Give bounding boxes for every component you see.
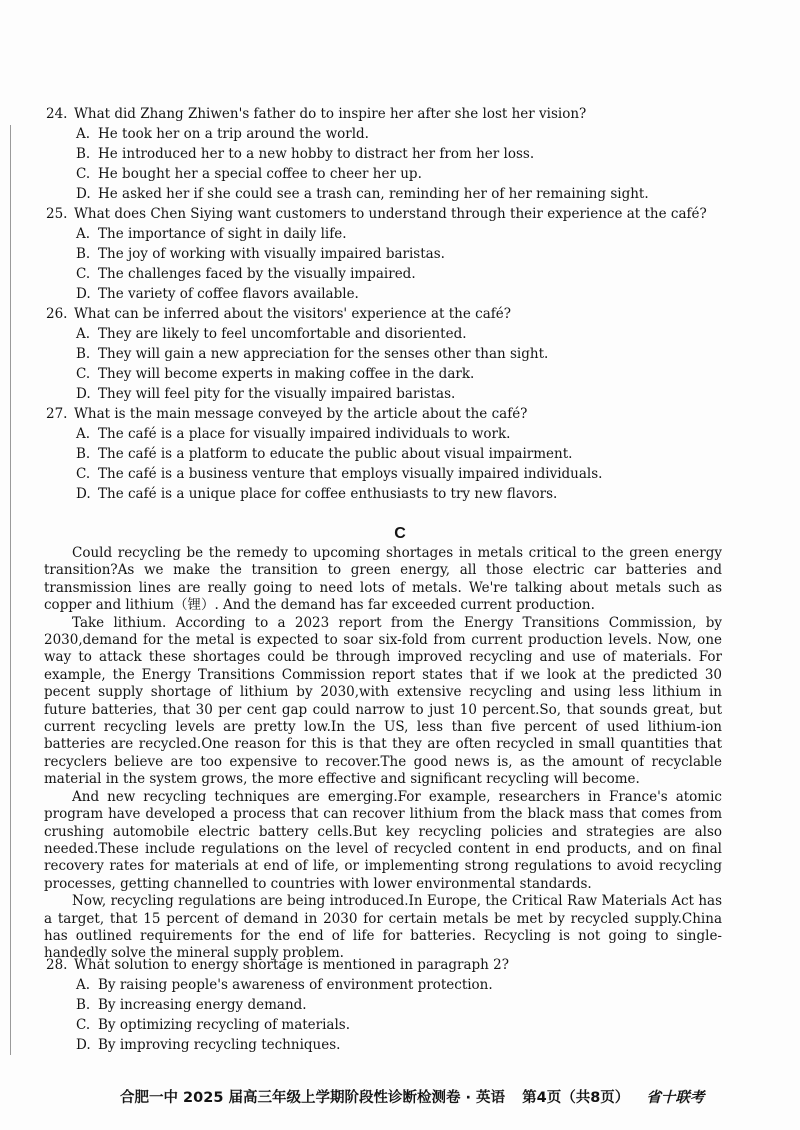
option-letter: A.: [76, 126, 91, 142]
option-text: They will become experts in making coffee in the dark.: [98, 366, 475, 382]
binding-margin-line: [10, 125, 11, 1055]
option-letter: D.: [76, 1037, 91, 1053]
answer-option: [46, 124, 746, 144]
option-text: By increasing energy demand.: [98, 997, 307, 1013]
question-block: [46, 404, 746, 504]
answer-option: [46, 464, 746, 484]
option-text: The café is a place for visually impaired individuals to work.: [98, 426, 511, 442]
option-text: They will feel pity for the visually impaired baristas.: [98, 386, 456, 402]
answer-option: [46, 384, 746, 404]
option-letter: D.: [76, 286, 91, 302]
answer-option: [46, 1015, 746, 1035]
passage-paragraph-1: Could recycling be the remedy to upcoming shortages in metals critical to the green energy transition?As we make the transition to green energy, all those electric car batteries and transmission lines are really going to need lots of metals. We're talking about metals such as copper and lithium（锂）. And the demand has far exceeded current production.: [44, 545, 722, 614]
question-block: [46, 104, 746, 204]
option-letter: B.: [76, 446, 91, 462]
question-28: [46, 955, 746, 1055]
answer-option: [46, 244, 746, 264]
question-text: What is the main message conveyed by the article about the café?: [74, 406, 528, 422]
question-text: What can be inferred about the visitors' experience at the café?: [74, 306, 511, 322]
question-number: 24.: [46, 106, 68, 122]
question-block: [46, 304, 746, 404]
reading-passage: [44, 545, 722, 963]
option-letter: A.: [76, 977, 91, 993]
question-number: 27.: [46, 406, 68, 422]
answer-option: [46, 164, 746, 184]
option-letter: B.: [76, 246, 91, 262]
option-text: The café is a platform to educate the public about visual impairment.: [98, 446, 573, 462]
question-text: What solution to energy shortage is mentioned in paragraph 2?: [74, 957, 509, 973]
page-footer: [120, 1086, 740, 1107]
answer-option: [46, 424, 746, 444]
passage-paragraph-4: Now, recycling regulations are being introduced.In Europe, the Critical Raw Materials Act has a target, that 15 percent of demand in 2030 for certain metals be met by recycled supply.China has outlined requirements for the end of life for batteries. Recycling is not going to single-handedly solve the mineral supply problem.: [44, 893, 722, 962]
question-text: What did Zhang Zhiwen's father do to inspire her after she lost her vision?: [74, 106, 587, 122]
option-letter: A.: [76, 326, 91, 342]
answer-option: [46, 975, 746, 995]
answer-option: [46, 444, 746, 464]
option-text: They are likely to feel uncomfortable and disoriented.: [98, 326, 467, 342]
question-block: [46, 955, 746, 1055]
answer-option: [46, 484, 746, 504]
option-text: The challenges faced by the visually impaired.: [98, 266, 416, 282]
option-letter: B.: [76, 997, 91, 1013]
option-text: He introduced her to a new hobby to distract her from her loss.: [98, 146, 535, 162]
answer-option: [46, 1035, 746, 1055]
answer-option: [46, 324, 746, 344]
question-number: 28.: [46, 957, 68, 973]
passage-paragraph-2: Take lithium. According to a 2023 report from the Energy Transitions Commission, by 2030,demand for the metal is expected to soar six-fold from current production levels. Now, one way to attack these shortages could be through improved recycling and use of materials. For example, the Energy Transitions Commission report states that if we look at the predicted 30 pecent supply shortage of lithium by 2030,with extensive recycling and using less lithium in future batteries, that 30 per cent gap could narrow to just 10 percent.So, that sounds great, but current recycling levels are pretty low.In the US, less than five percent of used lithium-ion batteries are recycled.One reason for this is that they are often recycled in small quantities that recyclers believe are too expensive to recover.The good news is, as the amount of recyclable material in the system grows, the more effective and significant recycling will become.: [44, 614, 722, 788]
exam-title: 合肥一中 2025 届高三年级上学期阶段性诊断检测卷 · 英语: [120, 1090, 506, 1106]
option-text: He asked her if she could see a trash can, reminding her of her remaining sight.: [98, 186, 649, 202]
option-text: By optimizing recycling of materials.: [98, 1017, 351, 1033]
page-number: 第4页（共8页）: [522, 1090, 630, 1106]
question-stem: [46, 404, 746, 424]
option-letter: C.: [76, 166, 91, 182]
passage-paragraph-3: And new recycling techniques are emerging.For example, researchers in France's atomic program have developed a process that can recover lithium from the black mass that comes from crushing automobile electric battery cells.But key recycling policies and strategies are also needed.These include regulations on the level of recycled content in end products, and on final recovery rates for materials at end of life, or implementing strong regulations to avoid recycling processes, getting channelled to countries with lower environmental standards.: [44, 788, 722, 892]
question-stem: [46, 304, 746, 324]
option-letter: C.: [76, 266, 91, 282]
option-letter: A.: [76, 426, 91, 442]
question-number: 26.: [46, 306, 68, 322]
option-letter: D.: [76, 186, 91, 202]
option-text: By improving recycling techniques.: [98, 1037, 341, 1053]
option-letter: C.: [76, 1017, 91, 1033]
option-text: The joy of working with visually impaired baristas.: [98, 246, 445, 262]
question-block: [46, 204, 746, 304]
answer-option: [46, 344, 746, 364]
option-text: By raising people's awareness of environment protection.: [98, 977, 493, 993]
option-text: The café is a unique place for coffee enthusiasts to try new flavors.: [98, 486, 558, 502]
answer-option: [46, 284, 746, 304]
question-number: 25.: [46, 206, 68, 222]
answer-option: [46, 364, 746, 384]
option-letter: C.: [76, 466, 91, 482]
exam-brand: 省十联考: [646, 1090, 705, 1106]
option-letter: D.: [76, 486, 91, 502]
answer-option: [46, 224, 746, 244]
option-text: He bought her a special coffee to cheer her up.: [98, 166, 422, 182]
option-letter: B.: [76, 146, 91, 162]
question-text: What does Chen Siying want customers to understand through their experience at the café?: [74, 206, 707, 222]
option-text: They will gain a new appreciation for the senses other than sight.: [98, 346, 549, 362]
questions-24-27: [46, 104, 746, 504]
answer-option: [46, 264, 746, 284]
option-letter: B.: [76, 346, 91, 362]
section-heading: C: [394, 525, 406, 542]
option-text: The café is a business venture that employs visually impaired individuals.: [98, 466, 603, 482]
question-stem: [46, 955, 746, 975]
question-stem: [46, 204, 746, 224]
option-text: The importance of sight in daily life.: [98, 226, 347, 242]
question-stem: [46, 104, 746, 124]
option-letter: D.: [76, 386, 91, 402]
option-text: He took her on a trip around the world.: [98, 126, 369, 142]
option-text: The variety of coffee flavors available.: [98, 286, 359, 302]
option-letter: C.: [76, 366, 91, 382]
option-letter: A.: [76, 226, 91, 242]
answer-option: [46, 144, 746, 164]
answer-option: [46, 184, 746, 204]
answer-option: [46, 995, 746, 1015]
